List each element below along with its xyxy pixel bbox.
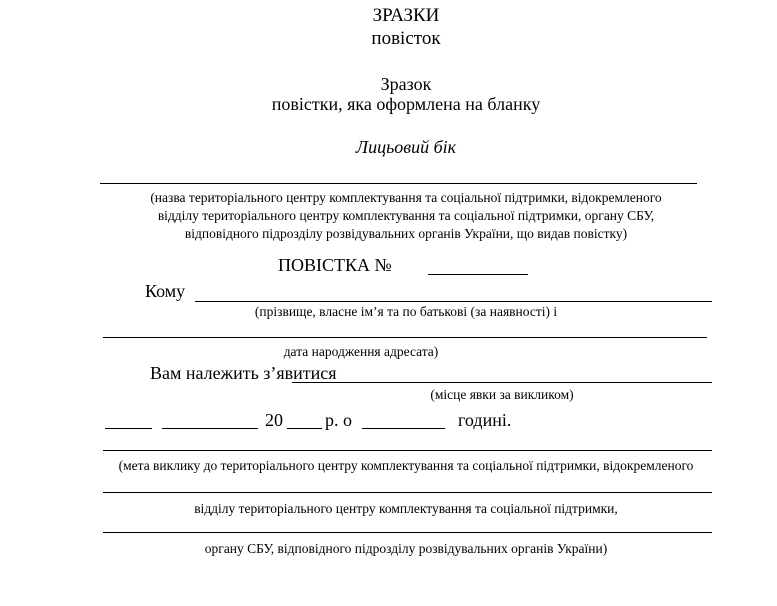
- sample-subtitle-line2: повістки, яка оформлена на бланку: [271, 94, 541, 114]
- time-connector-label: р. о: [325, 410, 352, 430]
- issuer-name-blank-line: [100, 183, 697, 184]
- appear-label: Вам належить з’явитися: [150, 363, 337, 383]
- addressee-label: Кому: [145, 281, 186, 301]
- summons-number-blank: [428, 274, 528, 275]
- year-blank: [287, 428, 322, 429]
- date-day-blank: [105, 428, 152, 429]
- addressee-note-line2: дата народження адресата): [283, 344, 439, 359]
- purpose-note-line2: відділу територіального центру комплектування та соціальної підтримки,: [194, 501, 618, 516]
- issuer-note-line2: відділу територіального центру комплектування та соціальної підтримки, органу СБУ,: [157, 208, 655, 223]
- issuer-note-line1: (назва територіального центру комплектування та соціальної підтримки, відокремленого: [150, 190, 662, 205]
- sample-subtitle-line1: Зразок: [380, 74, 432, 94]
- hour-blank: [362, 428, 445, 429]
- purpose-note-line1: (мета виклику до територіального центру комплектування та соціальної підтримки, відокремленого: [118, 458, 694, 473]
- time-suffix-label: годині.: [458, 410, 512, 430]
- side-label: Лицьовий бік: [355, 137, 457, 157]
- purpose-note-line3: органу СБУ, відповідного підрозділу розвідувальних органів України): [204, 541, 608, 556]
- purpose-separator-line-1: [103, 450, 712, 451]
- samples-heading-line1: ЗРАЗКИ: [372, 5, 440, 26]
- addressee-separator-line: [103, 337, 707, 338]
- place-note: (місце явки за викликом): [430, 387, 574, 402]
- summons-number-label: ПОВІСТКА №: [278, 255, 392, 275]
- date-month-blank: [162, 428, 258, 429]
- purpose-separator-line-2: [103, 492, 712, 493]
- addressee-note-line1: (прізвище, власне ім’я та по батькові (за наявності) і: [254, 304, 558, 319]
- issuer-note-line3: відповідного підрозділу розвідувальних органів України, що видав повістку): [184, 226, 628, 241]
- year-prefix-label: 20: [265, 410, 283, 430]
- addressee-blank: [195, 301, 712, 302]
- appear-place-blank: [292, 382, 712, 383]
- samples-heading-line2: повісток: [371, 28, 441, 49]
- purpose-separator-line-3: [103, 532, 712, 533]
